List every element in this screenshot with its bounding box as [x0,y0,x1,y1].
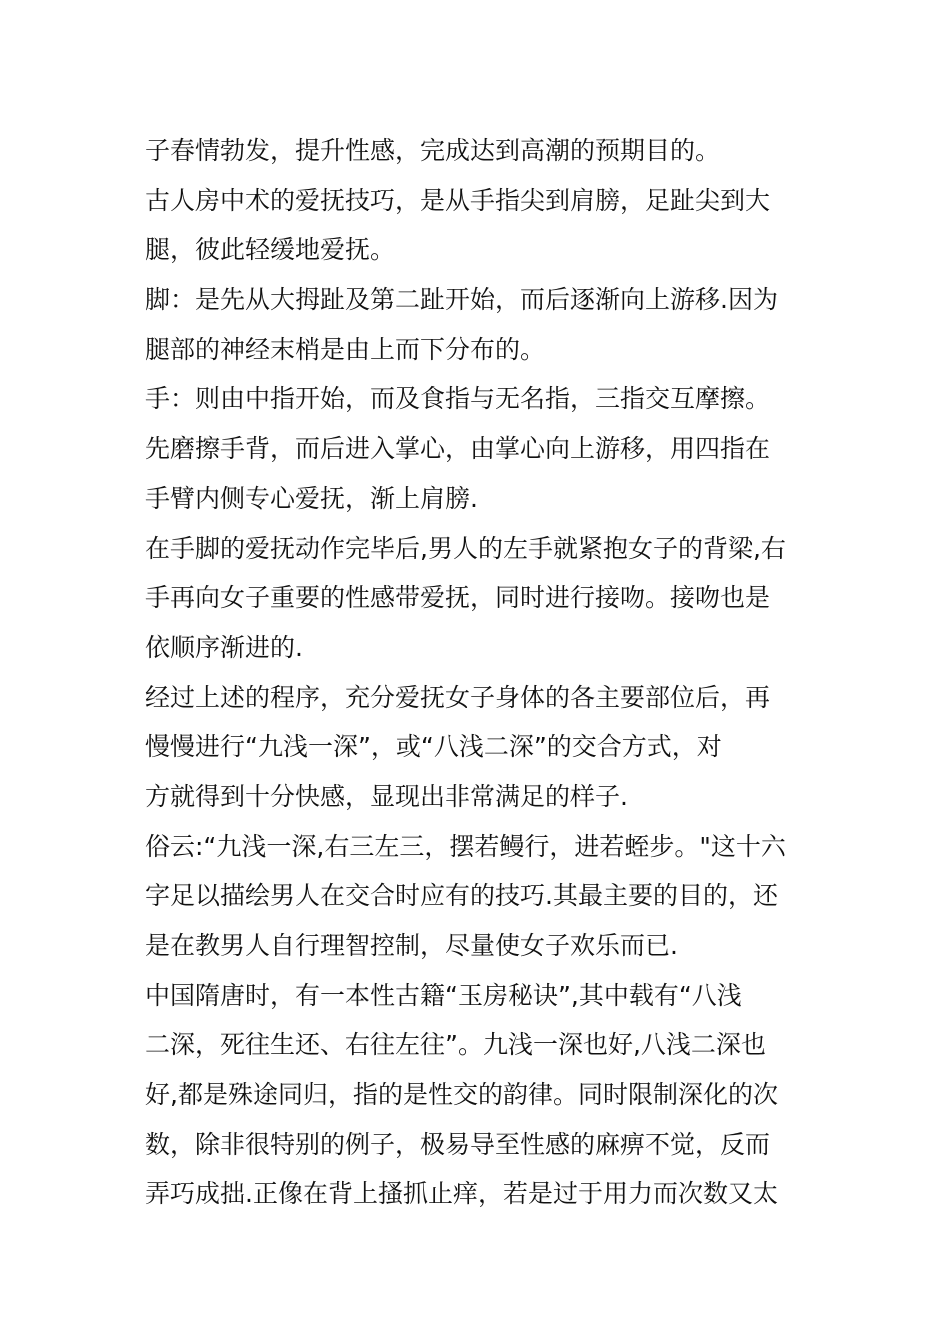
text-line-16: 字足以描绘男人在交合时应有的技巧.其最主要的目的，还 [145,881,778,911]
text-line-3: 腿，彼此轻缓地爱抚。 [145,235,396,265]
text-line-8: 手臂内侧专心爱抚，渐上肩膀. [145,483,478,513]
text-line-21: 数，除非很特别的例子，极易导至性感的麻痹不觉，反而 [145,1129,771,1159]
text-line-18: 中国隋唐时，有一本性古籍“玉房秘诀”,其中载有“八浅 [145,980,742,1010]
text-line-20: 好,都是殊途同归，指的是性交的韵律。同时限制深化的次 [145,1080,778,1110]
text-line-14: 方就得到十分快感，显现出非常满足的样子. [145,781,628,811]
text-line-17: 是在教男人自行理智控制，尽量使女子欢乐而已. [145,931,678,960]
text-line-12: 经过上述的程序，充分爱抚女子身体的各主要部位后，再 [145,682,771,712]
text-line-19: 二深，死往生还、右往左往”。九浅一深也好,八浅二深也 [145,1030,766,1060]
text-line-7: 先磨擦手背，而后进入掌心，由掌心向上游移，用四指在 [145,434,771,464]
text-line-15: 俗云:“九浅一深,右三左三，摆若鳗行，进若蛭步。"这十六 [145,831,786,861]
text-line-11: 依顺序渐进的. [145,632,303,662]
text-line-10: 手再向女子重要的性感带爱抚，同时进行接吻。接吻也是 [145,583,771,613]
text-line-2: 古人房中术的爱抚技巧，是从手指尖到肩膀，足趾尖到大 [145,185,771,215]
text-line-22: 弄巧成拙.正像在背上搔抓止痒，若是过于用力而次数又太 [145,1179,778,1209]
text-line-9: 在手脚的爱抚动作完毕后,男人的左手就紧抱女子的背梁,右 [145,533,786,563]
text-line-6: 手：则由中指开始，而及食指与无名指，三指交互摩擦。 [145,384,771,414]
text-line-13: 慢慢进行“九浅一深”，或“八浅二深”的交合方式，对 [145,732,722,762]
text-line-1: 子春情勃发，提升性感，完成达到高潮的预期目的。 [145,136,721,165]
document-body [145,126,810,1219]
text-line-4: 脚：是先从大拇趾及第二趾开始，而后逐渐向上游移.因为 [145,285,778,315]
text-line-5: 腿部的神经末梢是由上而下分布的。 [145,334,546,364]
